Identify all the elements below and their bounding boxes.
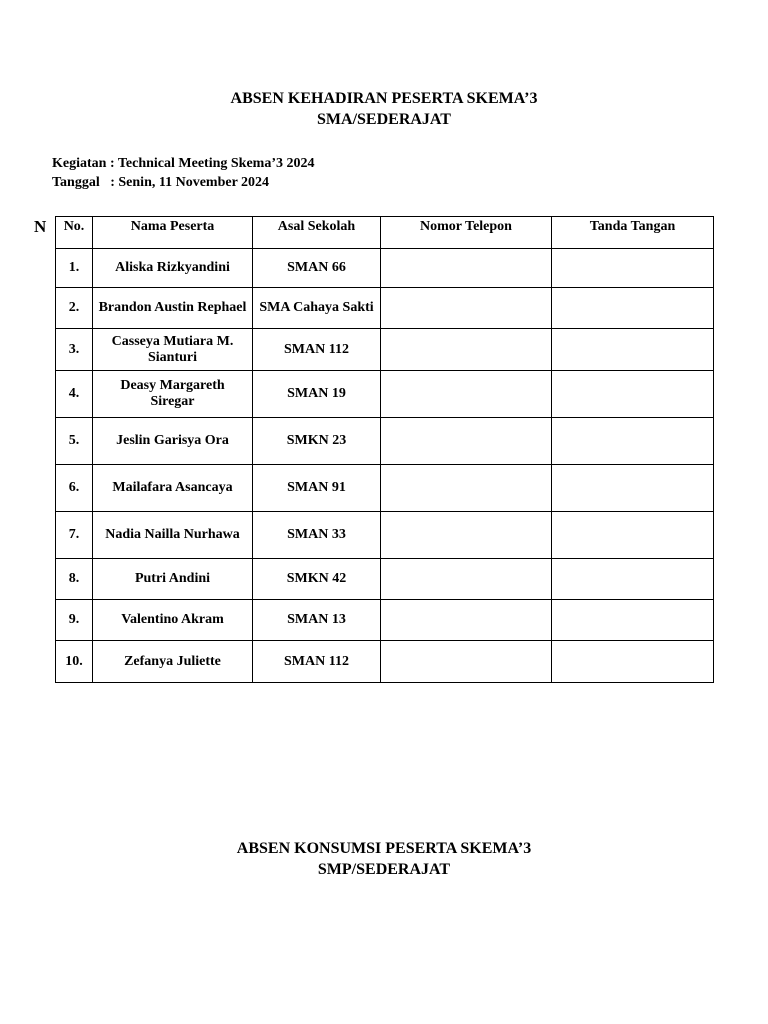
cell-phone bbox=[381, 641, 552, 683]
cell-no: 9. bbox=[56, 600, 93, 641]
cell-signature bbox=[552, 288, 714, 329]
cell-name: Aliska Rizkyandini bbox=[93, 249, 253, 288]
cell-signature bbox=[552, 641, 714, 683]
attendance-table bbox=[55, 216, 714, 683]
cell-signature bbox=[552, 600, 714, 641]
table-row bbox=[56, 512, 714, 559]
attendance-title-line1: ABSEN KEHADIRAN PESERTA SKEMA’3 bbox=[230, 90, 538, 107]
cell-school: SMAN 66 bbox=[253, 249, 381, 288]
cell-name: Deasy Margareth Siregar bbox=[93, 371, 253, 418]
cell-no: 3. bbox=[56, 329, 93, 371]
cell-phone bbox=[381, 371, 552, 418]
cell-phone bbox=[381, 465, 552, 512]
cell-school: SMAN 19 bbox=[253, 371, 381, 418]
table-header-row bbox=[56, 217, 714, 249]
header-phone: Nomor Telepon bbox=[381, 217, 552, 249]
cell-name: Valentino Akram bbox=[93, 600, 253, 641]
cell-no: 4. bbox=[56, 371, 93, 418]
cell-signature bbox=[552, 418, 714, 465]
cell-name: Casseya Mutiara M. Sianturi bbox=[93, 329, 253, 371]
cell-school: SMAN 112 bbox=[253, 641, 381, 683]
cell-school: SMAN 33 bbox=[253, 512, 381, 559]
table-row bbox=[56, 641, 714, 683]
cell-signature bbox=[552, 329, 714, 371]
cell-school: SMAN 13 bbox=[253, 600, 381, 641]
cell-name: Jeslin Garisya Ora bbox=[93, 418, 253, 465]
cell-school: SMAN 112 bbox=[253, 329, 381, 371]
cell-name: Zefanya Juliette bbox=[93, 641, 253, 683]
table-row bbox=[56, 418, 714, 465]
cell-signature bbox=[552, 249, 714, 288]
cell-signature bbox=[552, 512, 714, 559]
cell-no: 5. bbox=[56, 418, 93, 465]
header-no: No. bbox=[56, 217, 93, 249]
stray-letter: N bbox=[34, 217, 47, 236]
cell-no: 1. bbox=[56, 249, 93, 288]
cell-name: Brandon Austin Rephael bbox=[93, 288, 253, 329]
event-date: Tanggal : Senin, 11 November 2024 bbox=[52, 175, 270, 190]
cell-school: SMAN 91 bbox=[253, 465, 381, 512]
consumption-title-line1: ABSEN KONSUMSI PESERTA SKEMA’3 bbox=[236, 840, 532, 857]
attendance-title-line2: SMA/SEDERAJAT bbox=[317, 111, 451, 128]
cell-phone bbox=[381, 249, 552, 288]
cell-school: SMKN 23 bbox=[253, 418, 381, 465]
table-row bbox=[56, 600, 714, 641]
attendance-title bbox=[0, 88, 768, 130]
cell-signature bbox=[552, 465, 714, 512]
consumption-title bbox=[0, 838, 768, 880]
cell-phone bbox=[381, 600, 552, 641]
cell-signature bbox=[552, 559, 714, 600]
cell-no: 10. bbox=[56, 641, 93, 683]
consumption-title-line2: SMP/SEDERAJAT bbox=[317, 861, 451, 878]
cell-signature bbox=[552, 371, 714, 418]
cell-no: 2. bbox=[56, 288, 93, 329]
table-row bbox=[56, 288, 714, 329]
table-row bbox=[56, 371, 714, 418]
cell-phone bbox=[381, 512, 552, 559]
table-row bbox=[56, 329, 714, 371]
table-row bbox=[56, 465, 714, 512]
cell-name: Putri Andini bbox=[93, 559, 253, 600]
cell-phone bbox=[381, 418, 552, 465]
header-signature: Tanda Tangan bbox=[552, 217, 714, 249]
cell-school: SMA Cahaya Sakti bbox=[253, 288, 381, 329]
cell-name: Mailafara Asancaya bbox=[93, 465, 253, 512]
cell-no: 7. bbox=[56, 512, 93, 559]
event-info bbox=[52, 154, 315, 192]
cell-phone bbox=[381, 288, 552, 329]
cell-no: 8. bbox=[56, 559, 93, 600]
table-row bbox=[56, 559, 714, 600]
cell-phone bbox=[381, 559, 552, 600]
header-name: Nama Peserta bbox=[93, 217, 253, 249]
header-school: Asal Sekolah bbox=[253, 217, 381, 249]
table-row bbox=[56, 249, 714, 288]
event-activity: Kegiatan : Technical Meeting Skema’3 2024 bbox=[52, 156, 315, 171]
cell-name: Nadia Nailla Nurhawa bbox=[93, 512, 253, 559]
cell-phone bbox=[381, 329, 552, 371]
cell-school: SMKN 42 bbox=[253, 559, 381, 600]
cell-no: 6. bbox=[56, 465, 93, 512]
